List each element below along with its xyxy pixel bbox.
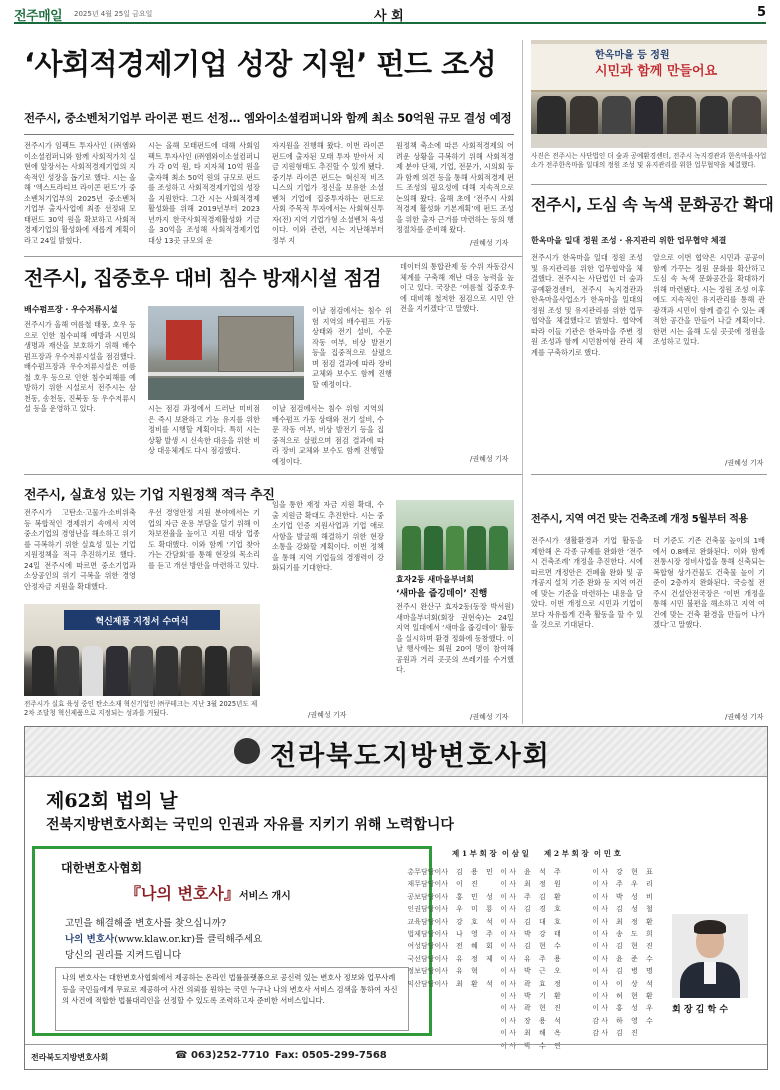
service-suffix: 서비스 개시 — [239, 891, 291, 902]
officer-name: 김 현 진 — [616, 942, 656, 951]
photo-pump-station — [148, 306, 304, 400]
officer-name: 유 주 용 — [524, 954, 564, 963]
officer-row — [480, 928, 574, 940]
officer-row — [572, 891, 666, 903]
article5-col1: 전주시가 고탄소·고물가·소비위축 등 복합적인 경제위기 속에서 지역 중소기업의 경영난을 해소하고 위기를 극복하기 위한 실효성 있는 기업 지원정책을 적극 추진하기로 했다. 24일 전주시에 따르면 중소기업과 소상공인의 위기 극복을 위한 경영 안정자금 지원을 확대했다. — [24, 508, 136, 591]
officer-role: 이 사 — [500, 880, 516, 889]
officer-role: 이 사 — [500, 954, 516, 963]
officer-name: 강 현 표 — [616, 868, 656, 876]
officer-row — [572, 940, 666, 952]
article5-headline: 전주시, 실효성 있는 기업 지원정책 적극 추진 — [24, 488, 275, 503]
article2-col2: 알으로 이번 협약은 시민과 공공이 함께 가꾸는 정원 문화를 확산하고 도심 속 녹색 문화공간을 확대하기 위해 마련됐다. 시는 정원 조성 이후에도 지속적인 유지관리를 통해 관광객과 시민이 함께 즐길 수 있는 쾌적한 공간을 만들어 나갈 계획이다. 한편 시는 올해 도심 곳곳에 정원을 조성하고 있다. — [653, 253, 765, 346]
officer-name: 박 성 비 — [616, 892, 656, 901]
service-name: 『나의 변호사』 — [125, 884, 240, 903]
article1-byline: /권혜성 기자 — [470, 239, 509, 247]
officer-role: 이 사 — [592, 892, 608, 901]
officers-mid-col — [480, 866, 574, 1052]
chairman-name: 김 학 수 — [695, 1005, 729, 1015]
officer-role: 이 사 — [500, 967, 516, 976]
article1-col4: 원정책 축소에 따른 사회적경제의 어려운 상황을 극복하기 위해 사회적경제 분야 단체, 기업, 전문가, 시의회 등과 함께 의견 등을 통해 사회적경제 펀드 조성의 필요성에 대해 지속적으로 논의해 왔다. 올해 초에 ‘전주시 사회적경제 활성화 기본계획’에 펀드 조성을 위한 출자 근거를 마련하는 등의 행정절차를 준비해 왔다. — [396, 141, 514, 234]
signing-table — [531, 134, 767, 148]
issue-date: 2025년 4월 25일 금요일 — [74, 10, 153, 18]
officer-role: 이 사 — [500, 930, 516, 939]
photo-cleanup-event — [396, 500, 514, 570]
officer-name: 이 상 석 — [616, 979, 656, 988]
ad-emblem — [234, 738, 260, 764]
officer-row — [480, 866, 574, 878]
short-item-body: 전주시 완산구 효자2동(동장 박서원) 새마을부녀회(회장 권현숙)는 24일 지역 일대에서 ‘새마을 줍깅데이’ 활동을 실시하며 환경 정화에 동참했다. 이날 행사에는 회원 20여 명이 참여해 공원과 거리 곳곳의 쓰레기를 수거했다. — [396, 602, 514, 674]
officer-name: 윤 준 수 — [616, 954, 656, 963]
officer-role: 법제담당이사 — [407, 930, 448, 939]
officer-row — [572, 878, 666, 890]
article4-byline: /권혜성 기자 — [725, 713, 764, 721]
officer-role: 이 사 — [500, 1041, 516, 1050]
banner-title-line2: 시민과 함께 만들어요 — [595, 64, 718, 79]
red-crane — [166, 320, 202, 360]
article2-subhead: 한옥마을 일대 정원 조성 · 유지관리 위한 업무협약 체결 — [531, 236, 727, 245]
officer-row — [480, 1002, 574, 1014]
officer-role: 이 사 — [500, 917, 516, 926]
article4-col2: 더 기준도 기존 건축물 높이의 1배에서 0.8배로 완화된다. 이와 함께 전통시장 정비사업을 통해 신축되는 복합형 상가건물도 건축물 높이 기준이 2층까지 완화된다. 국승철 전주시 건설안전국장은 ‘이번 개정을 통해 시민 불편을 해소하고 지역 여건에 맞는 건축 환경을 만들어 나가겠다’고 말했다. — [653, 536, 765, 629]
officer-row — [572, 903, 666, 915]
green-vests — [402, 526, 508, 570]
officer-row — [572, 1015, 666, 1027]
chairman-portrait — [672, 914, 748, 998]
ad-footer — [25, 1044, 767, 1070]
officer-name: 최 환 석 — [456, 979, 496, 988]
officer-role: 이 사 — [592, 868, 608, 876]
short-item-subhead1: 효자2동 새마을부녀회 — [396, 575, 474, 584]
article2-col1: 전주시가 한옥마을 일대 정원 조성 및 유지관리를 위한 업무협약을 체결했다. 전주시는 사단법인 더 숲과 공예환경센터, 전주시 녹지경관과 한옥마을사업소가 한옥마을 일대의 정원 조성 및 유지관리를 위한 업무협약을 체결했다고 밝혔다. 협약에 따라 이들 기관은 한옥마을 주변 정원 조성과 함께 시민참여형 관리 체계를 구축하기로 했다. — [531, 253, 643, 357]
officer-role: 이 사 — [500, 892, 516, 901]
ad-slogan: 전북지방변호사회는 국민의 인권과 자유를 지키기 위해 노력합니다 — [46, 817, 454, 833]
officer-role: 이 사 — [500, 992, 516, 1001]
article2-headline: 전주시, 도심 속 녹색 문화공간 확대 — [531, 195, 774, 214]
short-item-subhead2: ‘새마을 줍깅데이’ 진행 — [396, 589, 488, 599]
officer-row — [480, 940, 574, 952]
article1-col3: 자지원을 진행해 왔다. 이번 라이콘 펀드에 출자된 모태 투자 받아서 지금 지원형태도 추진할 수 있게 됐다. 중기부 라이콘 펀드는 혁신적 비즈니스의 기업가 정신을 보유한 소셜벤처 기업에 집중투자하는 펀드로 사회 주목적 투자에서는 사회혁신투자(전) 지역 기업가형 소셜벤처 육성이다. 이와 관련, 시는 지난해부터 정부 지 — [272, 141, 384, 245]
officer-row — [480, 1015, 574, 1027]
article2-byline: /권혜성 기자 — [725, 459, 764, 467]
article3-byline: /권혜성 기자 — [470, 455, 509, 463]
canal-water — [148, 378, 304, 400]
officer-name: 전 혜 회 — [456, 942, 496, 951]
officer-name: 장 용 석 — [524, 1016, 564, 1025]
officer-role: 공보담당이사 — [407, 892, 448, 901]
officer-name: 최 정 원 — [524, 880, 564, 889]
photo-innovation-ceremony — [24, 604, 260, 696]
officer-row — [572, 1027, 666, 1039]
officer-role: 인권담당이사 — [407, 905, 448, 914]
officer-name: 유 혁 — [456, 967, 481, 976]
officer-row — [480, 990, 574, 1002]
officer-name: 홍 성 우 — [616, 1004, 656, 1013]
officer-name: 최 해 옥 — [524, 1029, 564, 1038]
officer-row — [572, 916, 666, 928]
article5-byline: /권혜성 기자 — [308, 711, 347, 719]
article4-headline: 전주시, 지역 여건 맞는 건축조례 개정 5월부터 적용 — [531, 514, 748, 525]
officer-row — [572, 965, 666, 977]
ceremony-people — [32, 646, 252, 696]
railing — [148, 372, 304, 376]
portrait-shirt — [704, 962, 716, 984]
officer-name: 김 병 명 — [616, 967, 656, 976]
officer-name: 하 영 수 — [616, 1016, 656, 1025]
footer-org: 전라북도지방변호사회 — [31, 1053, 109, 1062]
officer-role: 이 사 — [592, 954, 608, 963]
ad-note-box — [55, 967, 409, 1031]
officer-name: 주 우 리 — [616, 880, 656, 889]
officer-row — [572, 953, 666, 965]
officer-role: 재무담당이사 — [407, 880, 448, 889]
officer-role: 이 사 — [592, 905, 608, 914]
officer-role: 이 사 — [592, 967, 608, 976]
chairman-title: 회 장 — [672, 1005, 693, 1015]
pump-building — [218, 316, 294, 372]
footer-fax: Fax: 0505-299-7568 — [275, 1050, 387, 1061]
officer-row — [480, 1027, 574, 1039]
officer-name: 이 진 — [456, 880, 481, 889]
officer-role: 교육담당이사 — [407, 917, 448, 926]
officers-right-col — [572, 866, 666, 1040]
article4-col1: 전주시가 생활환경과 기업 활동을 제한해 온 각종 규제를 완화한 ‘전주시 건축조례’ 개정을 추진한다. 시에 따르면 개정안은 건폐율 완화 및 공개공지 설치 기준 완화 등 지역 여건에 맞는 기준을 마련하는 내용을 담았다. 이번 개정으로 시민과 기업이 보다 자유롭게 건축 활동을 할 수 있을 것으로 기대된다. — [531, 536, 643, 629]
officer-name: 나 영 주 — [456, 930, 496, 939]
officer-role: 이 사 — [592, 992, 608, 1001]
officer-role: 이 사 — [592, 942, 608, 951]
officer-name: 김 진 — [616, 1029, 641, 1038]
officer-row — [480, 891, 574, 903]
officer-name: 박 기 환 — [524, 992, 564, 1001]
officer-row — [480, 916, 574, 928]
officer-role: 이 사 — [500, 1016, 516, 1025]
photo5-caption: 전주시가 실효 육성 중인 탄소소재 혁신기업인 ㈜쿠테크는 지난 3월 2025년도 제2차 조달청 혁신제품으로 지정되는 성과를 거뒀다. — [24, 700, 258, 717]
page-number: 5 — [756, 5, 766, 20]
ad-link-bold: 나의 변호사 — [65, 934, 115, 945]
officer-name: 유 정 제 — [456, 954, 496, 963]
officer-name: 허 현 환 — [616, 992, 656, 1001]
officer-role: 여성담당이사 — [407, 942, 448, 951]
article3-headline: 전주시, 집중호우 대비 침수 방재시설 점검 — [24, 266, 382, 290]
ad-org-name: 전라북도지방변호사회 — [270, 741, 551, 772]
officer-role: 총무담당이사 — [407, 868, 448, 876]
officer-name: 박 강 태 — [524, 930, 564, 939]
article3-col1: 전주시가 올해 여름철 태풍, 호우 등으로 인한 침수피해 예방과 시민의 생명과 재산을 보호하기 위해 배수펌프장과 우수저류시설을 점검했다. 배수펌프장과 우수저류시설은 여름철 호우 등으로 인한 침수피해를 예방하기 위한 시설로서 전주시는 삼천동, 송천동, 진북동 등 우수저류시설 등을 운영하고 있다. — [24, 320, 136, 413]
officer-name: 곽 현 진 — [524, 1004, 564, 1013]
box-org-name: 대한변호사협회 — [61, 861, 143, 875]
officer-role: 국선담당이사 — [407, 954, 448, 963]
ad-link-text — [65, 931, 262, 945]
officer-role: 이 사 — [592, 979, 608, 988]
officer-name: 김 대 호 — [524, 917, 564, 926]
article1-col2: 시는 올해 모태펀드에 대해 사회임팩트 투자사인 (㈜엠와이소셜컴퍼니가 각 0억 원, 타 지자체 10억 원을 출자해 최소 50억 원의 규모로 펀드를 조성하고 사회적경제기업의 성장을 지원한다. 그간 시는 사회적경제 활성화를 위해 2019년부터 2023년까지 한국사회적경제활성화 기금을 30억을 조성해 사회적경제기업 대상 13곳 규모의 운 — [148, 141, 260, 245]
officer-name: 주 김 환 — [524, 892, 564, 901]
officer-role: 이 사 — [500, 1029, 516, 1038]
vice-president-1: 제 1 부 회 장 이 삼 일 — [452, 849, 529, 858]
officer-role: 감 사 — [592, 1016, 608, 1025]
officer-row — [480, 903, 574, 915]
officer-name: 송 도 희 — [616, 930, 656, 939]
officer-name: 홍 민 성 — [456, 892, 496, 901]
officer-row — [480, 965, 574, 977]
officer-row — [480, 878, 574, 890]
ad-link-url[interactable]: (www.klaw.or.kr)를 클릭해주세요 — [114, 934, 263, 945]
officer-name: 윤 석 주 — [524, 868, 564, 876]
officer-row — [480, 953, 574, 965]
article3-col3-top: 이날 점검에서는 침수 위험 지역의 배수펌프 가동 상태와 전기 설비, 수문 작동 여부, 비상 발전기 등을 집중적으로 살폈으며 점검 결과에 따라 장비 교체와 보수도 함께 진행할 예정이다. — [312, 306, 392, 389]
portrait-hair — [694, 920, 726, 934]
officer-role: 이 사 — [500, 905, 516, 914]
officer-role: 이 사 — [592, 880, 608, 889]
officer-role: 정보담당이사 — [407, 967, 448, 976]
chairman-label — [672, 1002, 728, 1015]
photo1-caption: 사진은 전주시는 사단법인 더 숲과 공예환경센터, 전주시 녹지경관과 한옥마을사업소가 전주한옥마을 일대의 정원 조성 및 유지관리를 위한 업무협약을 체결했다. — [531, 152, 767, 169]
article1-col1: 전주시가 임팩트 투자사인 (㈜엠와이소셜컴퍼니와 함께 사회적가치 실현에 앞장서는 사회적경제기업의 지속적인 성장을 돕기로 했다. 시는 올해 ‘엑스트라티브 라이콘 펀드’가 중소벤처기업부의 2025년 중소벤처기업부 출자사업에 최종 선정돼 모태펀드 30억 원을 확보하고 사회적경제기업의 활성화에 새롭게 계획이라고 24일 밝혔다. — [24, 141, 136, 245]
photo-signing-ceremony — [531, 40, 767, 148]
article5-col3: 임을 통한 재정 자금 지원 확대, 수출 지원금 확대도 추진한다. 시는 중소기업 인증 지원사업과 기업 애로사항을 발굴해 해결하기 위한 현장 소통을 강화할 계획이다. 이번 정책을 통해 지역 기업들의 경쟁력이 강화되기를 기대한다. — [272, 500, 384, 572]
officer-role: 이 사 — [500, 868, 516, 876]
officer-name: 김 용 민 — [456, 868, 496, 876]
officer-role: 이 사 — [500, 979, 516, 988]
article1-headline: ‘사회적경제기업 성장 지원’ 펀드 조성 — [24, 47, 497, 81]
officer-name: 김 경 호 — [524, 905, 564, 914]
short-item-byline: /권혜성 기자 — [470, 713, 509, 721]
officer-name: 최 정 환 — [616, 917, 656, 926]
banner-title-line1: 한옥마을 등 정원 — [595, 50, 670, 61]
article1-subhead: 전주시, 중소벤처기업부 라이콘 펀드 선정… 엠와이소셜컴퍼니와 함께 최소 50억원 규모 결성 예정 — [24, 111, 512, 125]
officer-row — [572, 928, 666, 940]
article3-subhead: 배수펌프장 · 우수저류시설 — [24, 305, 118, 314]
officer-role: 익산담당이사 — [407, 979, 448, 988]
officer-name: 박 근 오 — [524, 967, 564, 976]
officer-role: 이 사 — [592, 930, 608, 939]
ad-rights-text: 당신의 권리를 지켜드립니다 — [65, 950, 182, 961]
vice-president-2: 제 2 부 회 장 이 민 호 — [544, 849, 621, 858]
officer-name: 김 현 수 — [524, 942, 564, 951]
officer-name: 강 호 석 — [456, 917, 496, 926]
officer-row — [572, 990, 666, 1002]
officer-name: 우 미 룡 — [456, 905, 496, 914]
article3-col4: 데이터의 통합관제 등 수위 자동감시 체계를 구축해 재난 대응 능력을 높이고 있다. 국장은 ‘여름철 집중호우에 대비해 철저한 점검으로 시민 안전을 지키겠다’고 말했다. — [400, 262, 514, 313]
officer-row — [572, 978, 666, 990]
ceremony-banner-text: 혁신제품 지정서 수여식 — [95, 617, 189, 627]
officer-row — [480, 978, 574, 990]
ad-question: 고민을 해결해줄 변호사를 찾으십니까? — [65, 918, 226, 929]
officer-role: 이 사 — [500, 942, 516, 951]
page-header — [14, 4, 766, 24]
lawyer-service-box — [32, 846, 432, 1036]
article3-col3: 이날 점검에서는 침수 위험 지역의 배수펌프 가동 상태와 전기 설비, 수문 작동 여부, 비상 발전기 등을 집중적으로 살폈으며 점검 결과에 따라 장비 교체와 보수도 함께 진행할 예정이다. — [272, 404, 384, 466]
officer-role: 이 사 — [500, 1004, 516, 1013]
officer-role: 감 사 — [592, 1029, 608, 1038]
masthead-logo: 전주매일 — [14, 9, 63, 24]
ad-event-title: 제62회 법의 날 — [46, 790, 178, 812]
footer-phone: ☎ 063)252-7710 — [175, 1050, 270, 1061]
officer-role: 이 사 — [592, 1004, 608, 1013]
officer-name: 김 성 철 — [616, 905, 656, 914]
article5-col2: 우선 경영안정 지원 분야에서는 기업의 자금 운용 부담을 덜기 위해 이차보전율을 높이고 지원 대상 업종도 확대했다. 이와 함께 ‘기업 찾아가는 간담회’를 통해 현장의 목소리를 듣고 개선 방안을 마련하고 있다. — [148, 508, 260, 570]
officer-name: 박 수 연 — [524, 1041, 564, 1050]
section-name: 사 회 — [374, 9, 404, 24]
article3-col2: 시는 점검 과정에서 드러난 미비점은 즉시 보완하고 기능 유지를 위한 정비를 시행할 계획이다. 특히 시는 상황 발생 시 신속한 대응을 위한 비상 대응체계도 다시 점검했다. — [148, 404, 260, 455]
officer-row — [572, 866, 666, 878]
officer-name: 곽 효 정 — [524, 979, 564, 988]
officer-row — [572, 1002, 666, 1014]
officer-role: 이 사 — [592, 917, 608, 926]
ad-note: 나의 변호사는 대한변호사협회에서 제공하는 온라인 법률플랫폼으로 공신력 있는 변호사 정보와 업무사례 등을 국민들에게 무료로 제공하여 사건 의뢰를 원하는 국민 누구나 나의 변호사 서비스 검색을 통하여 자신의 사건에 적합한 법률대리인을 선정할 수 있도록 조력하고자 준비한 서비스입니다. — [62, 973, 398, 1005]
